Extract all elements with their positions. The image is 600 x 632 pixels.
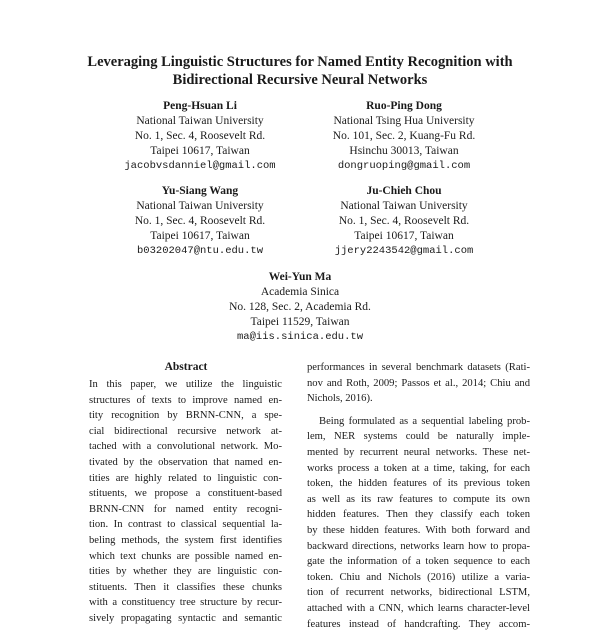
author-block-1 (100, 99, 300, 174)
author-block-5 (200, 270, 400, 345)
author-address-line-1: No. 1, Sec. 4, Roosevelt Rd. (100, 129, 300, 144)
author-name: Ju-Chieh Chou (304, 184, 504, 199)
intro-line: features instead of handcrafting. They accom- (307, 617, 530, 632)
author-affiliation: Academia Sinica (200, 285, 400, 300)
intro-line: by these hidden features. With both forward and (307, 523, 530, 539)
author-name: Yu-Siang Wang (100, 184, 300, 199)
author-email: ma@iis.sinica.edu.tw (200, 330, 400, 345)
author-name: Wei-Yun Ma (200, 270, 400, 285)
abstract-line: tities are highly related to linguistic con- (89, 471, 282, 487)
author-address-line-1: No. 101, Sec. 2, Kuang-Fu Rd. (304, 129, 504, 144)
author-address-line-2: Taipei 11529, Taiwan (200, 315, 400, 330)
abstract-line: stituents. Then it classifies these chunks (89, 580, 282, 596)
author-block-2 (304, 99, 504, 174)
intro-line: nov and Roth, 2009; Passos et al., 2014; Chiu and (307, 376, 530, 392)
author-email: dongruoping@gmail.com (304, 159, 504, 174)
abstract-line: with a constituency tree structure by recur- (89, 595, 282, 611)
intro-line: as well as its raw features to compute its own (307, 492, 530, 508)
author-address-line-2: Taipei 10617, Taiwan (304, 229, 504, 244)
abstract-line: tivated by the observation that named en- (89, 455, 282, 471)
author-address-line-1: No. 1, Sec. 4, Roosevelt Rd. (304, 214, 504, 229)
author-affiliation: National Taiwan University (100, 114, 300, 129)
author-address-line-2: Hsinchu 30013, Taiwan (304, 144, 504, 159)
abstract-heading: Abstract (87, 361, 285, 373)
author-address-line-1: No. 1, Sec. 4, Roosevelt Rd. (100, 214, 300, 229)
author-name: Peng-Hsuan Li (100, 99, 300, 114)
abstract-line: tached with a convolutional network. Mo- (89, 439, 282, 455)
abstract-line: tion. In contrast to classical sequential la- (89, 517, 282, 533)
abstract-line: In this paper, we utilize the linguistic (89, 377, 282, 393)
intro-line: Nichols, 2016). (307, 391, 530, 407)
intro-line: tion of recurrent networks, bidirectional LSTM, (307, 585, 530, 601)
author-name: Ruo-Ping Dong (304, 99, 504, 114)
author-email: jjery2243542@gmail.com (304, 244, 504, 259)
author-email: jacobvsdanniel@gmail.com (100, 159, 300, 174)
abstract-line: tity recognition by BRNN-CNN, a spe- (89, 408, 282, 424)
intro-line: Being formulated as a sequential labeling prob- (307, 414, 530, 430)
author-affiliation: National Taiwan University (304, 199, 504, 214)
intro-line: gate the information of a token sequence to each (307, 554, 530, 570)
abstract-line: which text chunks are possible named en- (89, 549, 282, 565)
intro-line: token, the hidden features of its previous token (307, 476, 530, 492)
abstract-line: stituents, we propose a constituent-based (89, 486, 282, 502)
author-address-line-2: Taipei 10617, Taiwan (100, 229, 300, 244)
abstract-line: beling methods, the system first identifies (89, 533, 282, 549)
intro-line: backward directions, networks learn how to propa- (307, 539, 530, 555)
abstract-line: BRNN-CNN for named entity recogni- (89, 502, 282, 518)
author-affiliation: National Tsing Hua University (304, 114, 504, 129)
intro-line: mented by recurrent neural networks. These net- (307, 445, 530, 461)
author-block-3 (100, 184, 300, 259)
author-affiliation: National Taiwan University (100, 199, 300, 214)
intro-line: lem, NER systems could be naturally imple- (307, 429, 530, 445)
intro-line: token. Chiu and Nichols (2016) utilize a varia- (307, 570, 530, 586)
author-address-line-2: Taipei 10617, Taiwan (100, 144, 300, 159)
paper-title (0, 53, 600, 89)
title-line-2: Bidirectional Recursive Neural Networks (0, 71, 600, 89)
abstract-body (89, 377, 282, 627)
intro-line: performances in several benchmark datasets (Rati- (307, 360, 530, 376)
abstract-line: cial bidirectional recursive network at- (89, 424, 282, 440)
intro-line: works process a token at a time, taking, for each (307, 461, 530, 477)
intro-body (307, 360, 530, 632)
intro-line: hidden features. Then they classify each token (307, 507, 530, 523)
abstract-line: structures of texts to improve named en- (89, 393, 282, 409)
abstract-line: sively propagating syntactic and semantic (89, 611, 282, 627)
author-block-4 (304, 184, 504, 259)
title-line-1: Leveraging Linguistic Structures for Named Entity Recognition with (0, 53, 600, 71)
intro-line: attached with a CNN, which learns character-level (307, 601, 530, 617)
abstract-line: tities by whether they are linguistic con- (89, 564, 282, 580)
author-address-line-1: No. 128, Sec. 2, Academia Rd. (200, 300, 400, 315)
author-email: b03202047@ntu.edu.tw (100, 244, 300, 259)
